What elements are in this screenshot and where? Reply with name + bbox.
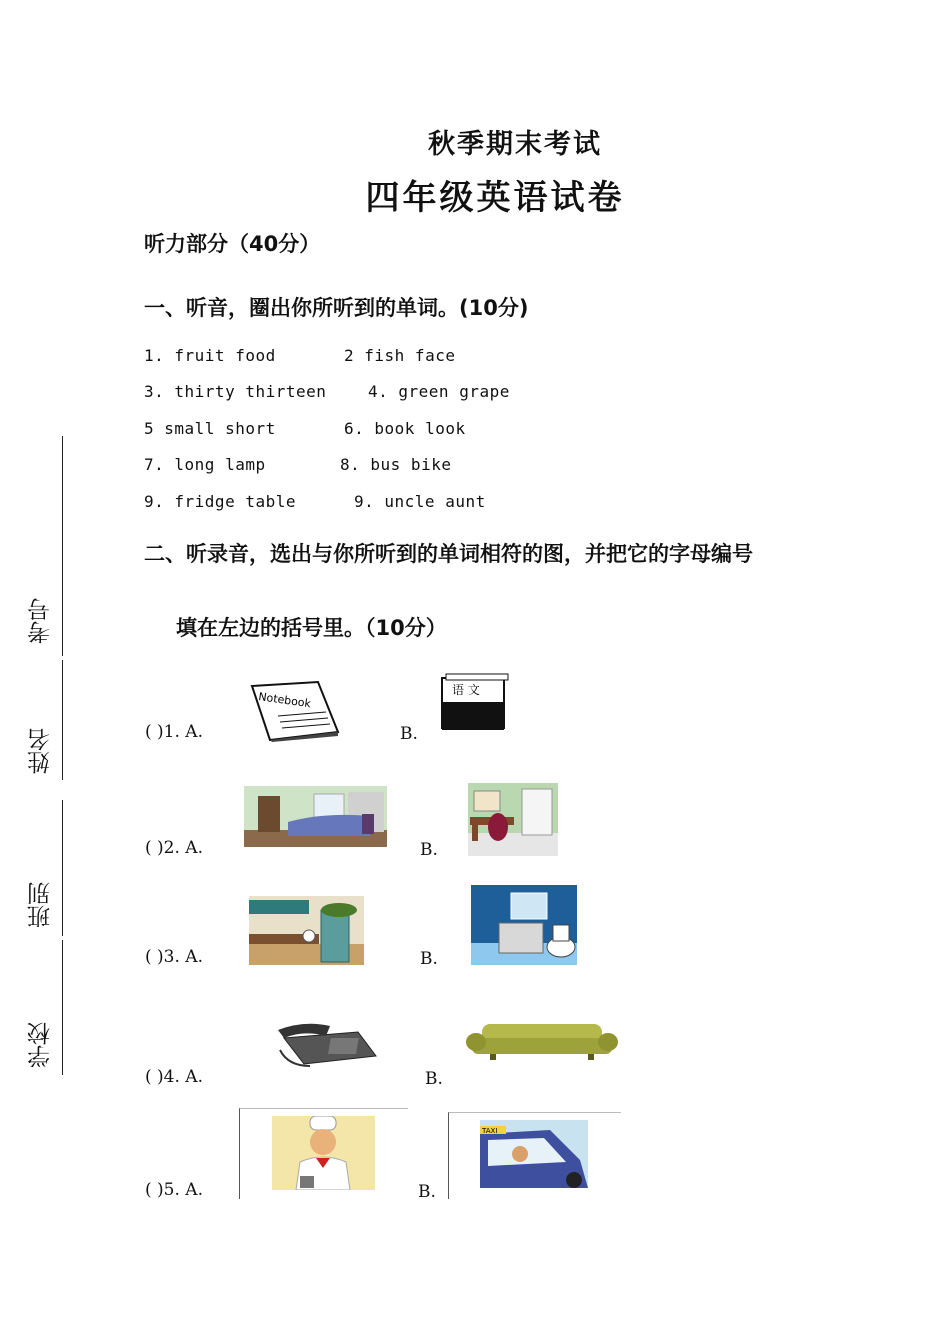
listening-header: 听力部分（40分） <box>144 232 321 256</box>
question-4-label: ( )4. A. <box>145 1067 203 1087</box>
part2-title-line1: 二、听录音，选出与你所听到的单词相符的图，并把它的字母编号 <box>144 542 753 566</box>
part1-title: 一、听音，圈出你所听到的单词。(10分) <box>144 296 529 320</box>
class-line <box>62 800 63 936</box>
word-pair-5: 5 small short <box>144 419 276 438</box>
cook-image <box>272 1116 375 1190</box>
word-pair-9: 9. fridge table <box>144 492 296 511</box>
sofa-image <box>466 1020 618 1062</box>
school-label: 学校 <box>28 1022 54 1068</box>
word-pair-1: 1. fruit food <box>144 346 276 365</box>
word-pair-6: 6. book look <box>344 419 466 438</box>
question-5-option-b: B. <box>418 1182 436 1202</box>
question-1-option-b: B. <box>400 724 418 744</box>
bedroom-image <box>244 786 387 847</box>
exam-title: 四年级英语试卷 <box>365 178 625 218</box>
study-room-image <box>468 783 558 856</box>
exam-subtitle: 秋季期末考试 <box>428 129 602 160</box>
word-pair-3: 3. thirty thirteen <box>144 382 327 401</box>
word-pair-7: 7. long lamp <box>144 455 266 474</box>
school-line <box>62 940 63 1075</box>
kitchen-image <box>249 896 364 965</box>
telephone-image <box>274 1020 378 1070</box>
taxi-sign-text: TAXI <box>482 1127 498 1135</box>
word-pair-10: 9. uncle aunt <box>354 492 486 511</box>
question-2-option-b: B. <box>420 840 438 860</box>
question-2-label: ( )2. A. <box>145 838 203 858</box>
question-5-label: ( )5. A. <box>145 1180 203 1200</box>
chinese-book-text: 语 文 <box>452 683 480 697</box>
question-3-label: ( )3. A. <box>145 947 203 967</box>
taxi-driver-image <box>480 1120 588 1188</box>
name-line <box>62 660 63 780</box>
name-label: 姓名 <box>28 728 54 774</box>
class-label: 班别 <box>28 882 54 928</box>
part2-title-line2: 填在左边的括号里。（10分） <box>176 616 447 640</box>
notebook-text: Notebook <box>257 690 312 711</box>
question-3-option-b: B. <box>420 949 438 969</box>
chinese-book-image <box>438 672 510 734</box>
word-pair-4: 4. green grape <box>368 382 510 401</box>
question-1-label: ( )1. A. <box>145 722 203 742</box>
exam-no-line <box>62 436 63 656</box>
question-4-option-b: B. <box>425 1069 443 1089</box>
exam-no-label: 考号 <box>28 598 54 644</box>
word-pair-2: 2 fish face <box>344 346 456 365</box>
bathroom-image <box>471 885 577 965</box>
word-pair-8: 8. bus bike <box>340 455 452 474</box>
notebook-image <box>248 680 342 742</box>
